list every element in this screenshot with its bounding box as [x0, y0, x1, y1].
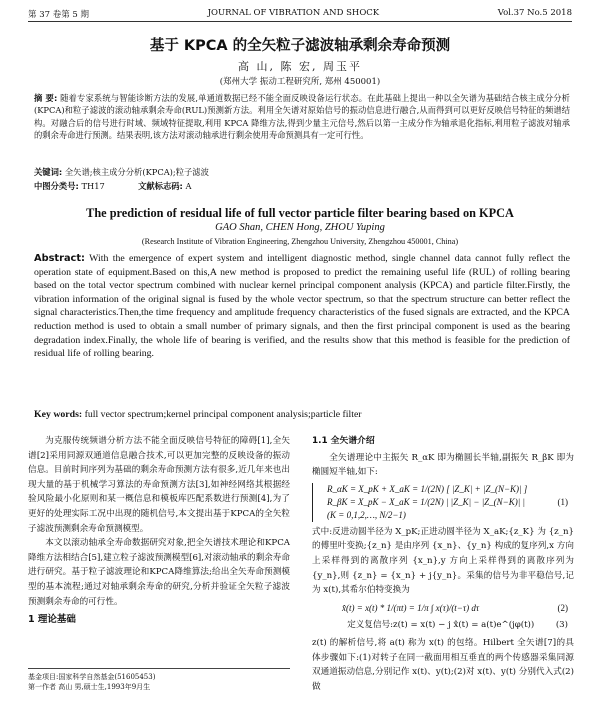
- equation-1-number: (1): [557, 496, 568, 507]
- document-code-label: 文献标志码:: [138, 181, 183, 191]
- affiliation-en: (Research Institute of Vibration Engineering, Zhengzhou University, Zhengzhou 450001, China): [141, 237, 459, 246]
- body-right-column: [312, 434, 574, 694]
- authors-en: GAO Shan, CHEN Hong, ZHOU Yuping: [215, 222, 385, 233]
- classification-value: TH17: [81, 181, 105, 191]
- abstract-en-text: With the emergence of expert system and intelligent diagnostic method, single channel data cannot fully reflect the operation state of equipment.Based on this,A new method is proposed to predict the remaining useful life (RUL) of rolling bearing based on the total vector spectrum combined with nuclear kernel principal component analysis (KPCA) and particle filter.Firstly, the vibration information of the original signal is fused by the whole vector spectrum, so that the spectrum structure can better reflect the signal characteristics.Then,the time frequency and amplitude frequency characteristics of the fused signals are extracted, and the KPCA reduction method is used to obtain a small number of primary signals, and then the first principal component is used as the bearing degradation index.Finally, the whole life of bearing is verified, and the results show that this method is feasible for the prediction of residual life of rolling bearing.: [34, 253, 570, 360]
- abstract-en: [34, 252, 570, 361]
- abstract-cn-text: 随着专家系统与智能诊断方法的发展,单通道数据已经不能全面反映设备运行状态。在此基础上提出一种以全矢谱为基础结合核主成分分析(KPCA)和粒子滤波的滚动轴承剩余寿命(RUL)预测新方法。利用全矢谱对原始信号的振动信息进行融合,从而得到可以更好反映信号特征的频谱结构。对融合后的信号进行时域、频域特征提取,利用 KPCA 降维方法,得到少量主元信号,然后以第一主成分作为轴承退化指标,利用粒子滤波对轴承的剩余寿命进行预测。结果表明,该方法对滚动轴承进行剩余使用寿命预测具有一定可行性。: [34, 93, 570, 141]
- keywords-cn: [34, 166, 570, 178]
- intro-paragraph-1: 为克服传统频谱分析方法不能全面反映信号特征的障碍[1],全矢谱[2]采用同源双通道信息融合技术,可以更加完整的反映设备的振动信息。目前时间序列为基础的剩余寿命预测方法有很多,近几年来也出现大量的基于机械学习算法的寿命预测方法[3],如神经网络其根据经验风险最小化原则和某一概信息和模板库匹配系数进行预测[4],为了更好的处理实际工况中出现的随机信号,本文提出基于KPCA的全矢粒子滤波预测剩余寿命预测模型。: [28, 436, 290, 534]
- footnote: [28, 668, 290, 692]
- equation-1-line-2: R_βK = X_pK − X_aK = 1/(2N) | |Z_K| − |Z_(N−K)| |: [327, 496, 525, 507]
- equation-1-line-3: (K = 0,1,2,…, N/2−1): [327, 509, 406, 520]
- section-heading-1: 1 理论基础: [28, 614, 76, 626]
- page-title-en: The prediction of residual life of full vector particle filter bearing based on KPCA: [86, 206, 514, 220]
- equation-3-body: 定义复信号:z(t) = x(t) − j x̂(t) = a(t)e^(jφ(t)): [347, 620, 535, 631]
- spectrum-paragraph-1: 全矢谱理论中主振矢 R_αK 即为椭圆长半轴,副振矢 R_βK 即为椭圆短半轴,如下:: [312, 452, 574, 478]
- footnote-funding: 基金项目:国家科学自然基金(51605453): [28, 673, 156, 681]
- intro-paragraph-2: 本文以滚动轴承全寿命数据研究对象,把全矢谱技术理论和KPCA降维方法相结合[5],建立粒子滤波预测模型[6],对滚动轴承的剩余寿命进行研究。基于粒子滤波理论和KPCA降维算法;给出全矢寿命预测模型的基本流程;通过对轴承剩余寿命的研究,分析并验证全矢粒子滤波预测剩余寿命的可行性。: [28, 538, 290, 607]
- abstract-cn-label: 摘 要:: [34, 93, 58, 103]
- keywords-cn-text: 全矢谱;核主成分分析(KPCA);粒子滤波: [64, 167, 209, 177]
- footnote-author: 第一作者 高山 男,硕士生,1993年9月生: [28, 683, 151, 691]
- keywords-cn-label: 关键词:: [34, 167, 63, 177]
- classification-line: [34, 180, 570, 192]
- spectrum-paragraph-2: 式中:反进动圆半径为 X_pK;正进动圆半径为 X_aK;{z_K} 为 {z_n} 的傅里叶变换;{z_n} 是由序列 {x_n}、{y_n} 构成的复序列,x 方向上采样得到的离散序列 {x_n},y 方向上采样得到的离散序列为 {y_n},则 {z_n} = {x_n} + j{y_n}。采集的信号为非平稳信号,记为 x(t),其希尔伯特变换为: [312, 526, 574, 596]
- keywords-en-text: full vector spectrum;kernel principal component analysis;particle filter: [84, 409, 362, 420]
- equation-3-number: (3): [555, 620, 568, 631]
- abstract-cn: [34, 92, 570, 142]
- header-journal: JOURNAL OF VIBRATION AND SHOCK: [207, 8, 380, 18]
- authors-cn: 高 山, 陈 宏, 周玉平: [238, 60, 362, 73]
- header-volume: 第 37 卷第 5 期: [28, 10, 90, 20]
- keywords-en-label: Key words:: [34, 409, 83, 420]
- equation-1: [312, 483, 574, 522]
- subsection-heading-1-1: 1.1 全矢谱介绍: [312, 436, 375, 446]
- equation-2-body: x̂(t) = x(t) * 1/(πt) = 1/π ∫ x(τ)/(t−τ) dτ: [342, 602, 480, 613]
- keywords-en: [34, 409, 570, 420]
- page-title-cn: 基于 KPCA 的全矢粒子滤波轴承剩余寿命预测: [149, 38, 451, 54]
- abstract-en-label: Abstract:: [34, 253, 85, 264]
- running-header: [28, 8, 572, 22]
- equation-2: [312, 601, 574, 616]
- equation-2-number: (2): [557, 602, 568, 613]
- equation-1-line-1: R_αK = X_pK + X_aK = 1/(2N) [ |Z_K| + |Z_(N−K)| ]: [327, 483, 528, 494]
- document-code-value: A: [185, 181, 192, 191]
- body-left-column: [28, 434, 290, 628]
- classification-label: 中图分类号:: [34, 181, 79, 191]
- spectrum-paragraph-3: z(t) 的解析信号,将 a(t) 称为 x(t) 的包络。Hilbert 全矢谱[7]的具体步骤如下:(1)对转子在同一截面用相互垂直的两个传感器采集同源双通道振动信息,分别记作 x(t)、y(t);(2)对 x(t)、y(t) 分别代入式(2)做: [312, 637, 574, 692]
- header-issue: Vol.37 No.5 2018: [497, 8, 572, 18]
- equation-3: [312, 618, 574, 633]
- affiliation-cn: (郑州大学 振动工程研究所, 郑州 450001): [219, 77, 381, 87]
